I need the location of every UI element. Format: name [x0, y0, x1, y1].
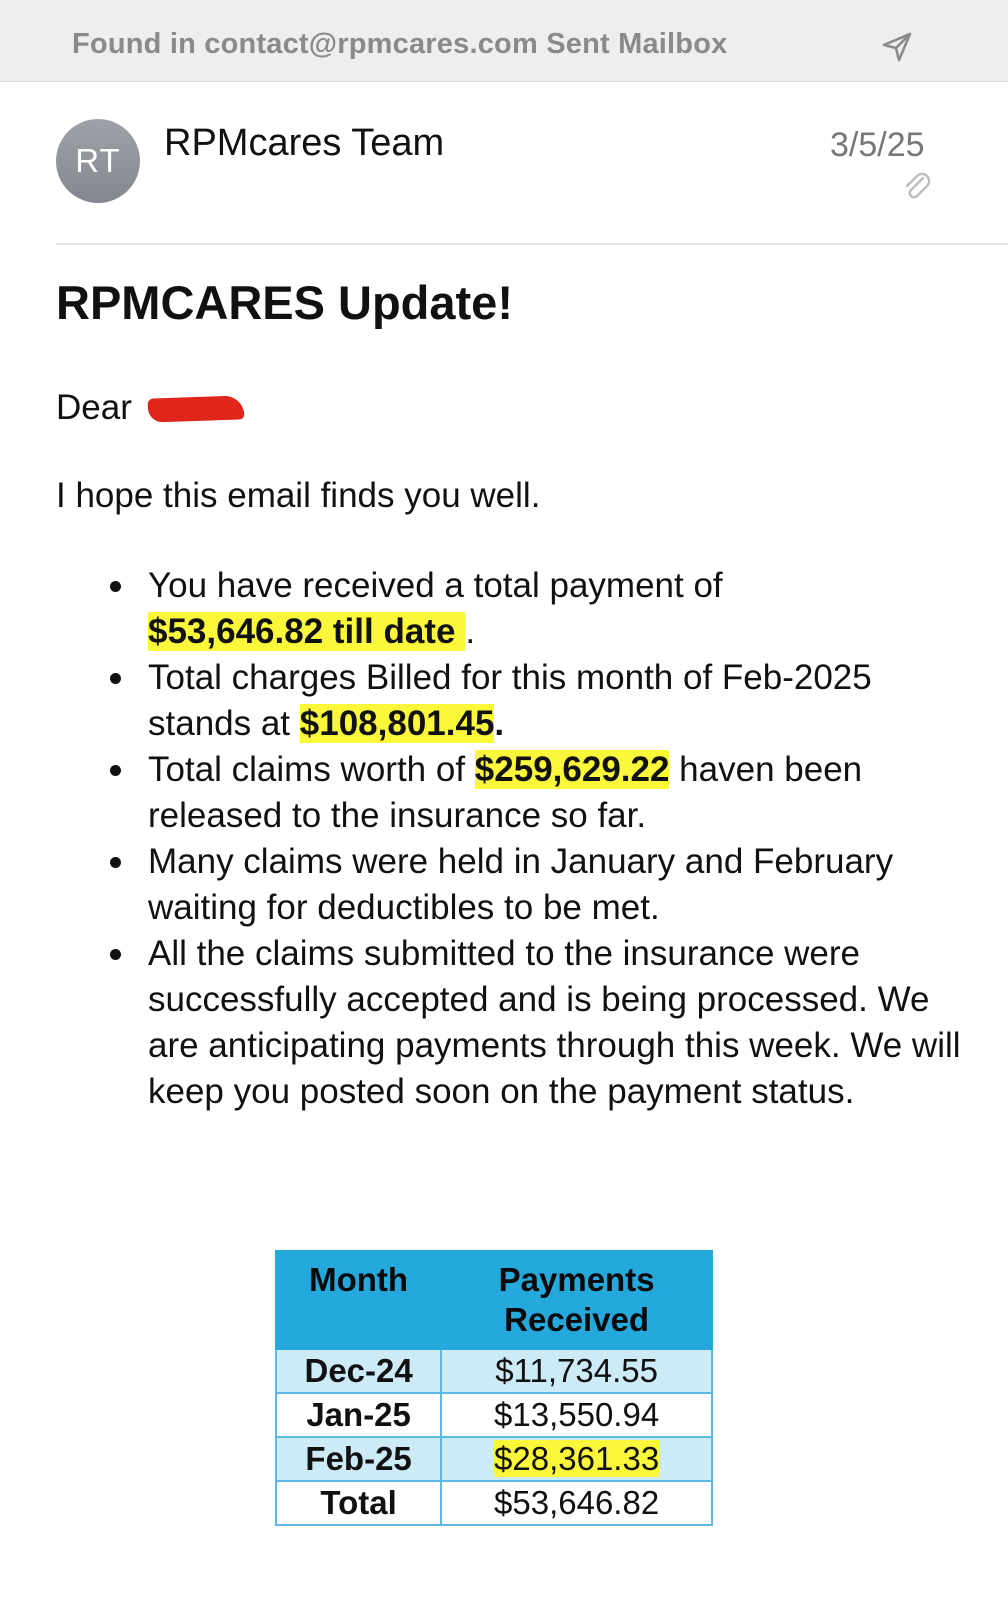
header-month: Month [276, 1251, 441, 1349]
highlight-claims-worth: $259,629.22 [474, 750, 670, 789]
list-item [104, 839, 984, 931]
table-row [276, 1349, 712, 1393]
bullet-text: Total charges Billed for this month of Feb-2025 stands at [148, 658, 872, 743]
total-label-cell: Total [276, 1481, 441, 1525]
mailbox-banner-text: Found in contact@rpmcares.com Sent Mailbox [72, 28, 728, 60]
avatar[interactable]: RT [56, 119, 140, 203]
amount-cell: $11,734.55 [441, 1349, 712, 1393]
amount-cell [441, 1437, 712, 1481]
list-item [104, 747, 984, 839]
mailbox-banner [0, 0, 1008, 82]
bullet-end: . [494, 704, 505, 743]
header-payments-line1: Payments [498, 1261, 655, 1298]
highlight-total-payment: $53,646.82 till date [148, 612, 465, 651]
month-cell: Jan-25 [276, 1393, 441, 1437]
greeting-text: Dear [56, 388, 132, 427]
list-item [104, 655, 984, 747]
list-item [104, 563, 984, 655]
greeting [56, 388, 244, 428]
table-row [276, 1393, 712, 1437]
redacted-name [147, 395, 244, 422]
bullet-list [104, 563, 984, 1115]
header-payments-line2: Received [504, 1301, 650, 1338]
bullet-text: You have received a total payment of [148, 566, 723, 605]
table-row [276, 1437, 712, 1481]
bullet-end: . [465, 612, 476, 651]
month-cell: Feb-25 [276, 1437, 441, 1481]
attachment-icon[interactable] [900, 170, 934, 204]
sender-name[interactable]: RPMcares Team [164, 122, 445, 164]
bullet-text: All the claims submitted to the insurance were successfully accepted and is being processed. We are anticipating payments through this week. We will keep you posted soon on the payment status. [148, 934, 961, 1111]
highlight-charges-billed: $108,801.45 [299, 704, 495, 743]
list-item [104, 931, 984, 1115]
email-subject: RPMCARES Update! [56, 276, 513, 329]
amount-cell: $13,550.94 [441, 1393, 712, 1437]
month-cell: Dec-24 [276, 1349, 441, 1393]
send-icon[interactable] [880, 30, 914, 64]
email-date: 3/5/25 [830, 126, 925, 164]
table-row [276, 1481, 712, 1525]
total-amount-cell: $53,646.82 [441, 1481, 712, 1525]
header-payments [441, 1251, 712, 1349]
highlighted-amount: $28,361.33 [494, 1440, 660, 1477]
table-header-row [276, 1251, 712, 1349]
intro-line: I hope this email finds you well. [56, 476, 541, 515]
bullet-text: Many claims were held in January and February waiting for deductibles to be met. [148, 842, 894, 927]
bullet-text: Total claims worth of [148, 750, 466, 789]
bullet-end: haven been released to the insurance so far. [148, 750, 863, 835]
payments-table [275, 1250, 713, 1526]
header-divider [56, 243, 1008, 245]
